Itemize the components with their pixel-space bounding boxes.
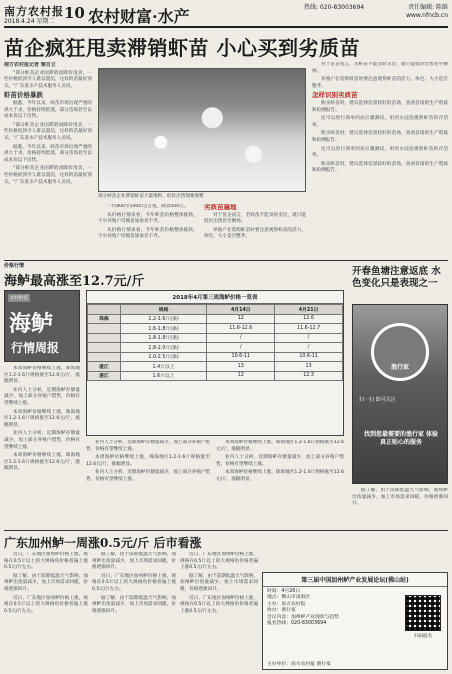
paragraph: 本周海鲈价格继续上涨，珠海地区1.2-1.6斤规格涨至12.6元/斤，涨幅明显。: [4, 409, 80, 428]
qr-caption: 扫码报名: [414, 634, 432, 639]
table-cell-b: /: [275, 343, 343, 353]
paragraph: "部分虾苗企业因滞销而降价甩卖，一些价格低到令人难以置信，这样的苗最好别买。"广东某水产技术服务人员说。: [4, 166, 92, 185]
table-cell-spec: 2.0-2.5斤(条): [120, 352, 207, 362]
lead-column-1: [4, 62, 92, 258]
price-table-grid: [87, 304, 343, 381]
table-cell-b: 12.6: [275, 314, 343, 324]
table-cell-b: /: [275, 333, 343, 343]
paragraph: 业内人士分析，近期海鲈存塘量减少，加上部分养殖户惜售，价格有望继续上涨。: [4, 387, 80, 406]
table-row: [88, 314, 343, 324]
promo-tag: 农村财富: [10, 296, 28, 301]
paragraph: 近日，广东地区加州鲈价格上涨，规格在0.5斤以上的大规格鱼价格普遍上涨0.5元/斤左右。: [180, 552, 258, 571]
table-row: [88, 362, 343, 372]
masthead-right: [406, 4, 448, 20]
lead-column-2: [98, 204, 198, 258]
table-cell-cat: [88, 352, 121, 362]
paragraph: 业内人士分析，近期海鲈存塘量减少，加上部分养殖户惜售，价格有望继续上涨。: [86, 440, 210, 452]
section-divider: [4, 260, 448, 261]
qr-label: 扫一扫 即可关注: [359, 397, 396, 403]
subhead-price-drop: 虾苗价格暴跌: [4, 91, 43, 100]
table-header-region: [88, 305, 121, 315]
promo-subtitle: 行情周报: [11, 341, 60, 355]
section-divider: [4, 530, 448, 531]
paragraph: "部分虾苗企业因滞销而降价甩卖，一些价格低到令人难以置信，这样的苗最好别买。"广东某水产技术服务人员说。: [4, 70, 92, 89]
paragraph: 据了解，由于前期低温天气影响，加州鲈出鱼量减少，加上市场需求回暖，价格逐渐回升。: [180, 573, 258, 592]
table-row: [88, 371, 343, 381]
table-row: [88, 333, 343, 343]
middle-headline: 海鲈最高涨至12.7元/斤: [4, 274, 145, 289]
paragraph: 从价格行情来看，今年虾苗价格整体疲软，不少养殖户反映苗质参差不齐。: [98, 212, 198, 225]
paragraph: 本周海鲈价格继续上涨，珠海地区1.2-1.6斤规格涨至12.6元/斤，涨幅明显。: [86, 455, 210, 467]
paragraph: 近日，广东地区加州鲈价格上涨，规格在0.5斤以上的大规格鱼价格普遍上涨0.5元/斤左右。: [4, 552, 88, 571]
pond-headline: 开春鱼塘注意返底 水色变化只是表现之一: [352, 266, 441, 289]
list-item: 地点：佛山市南海区: [267, 595, 311, 601]
forum-ad-title: 第三届中国加州鲈产业发展论坛(佛山站): [263, 573, 447, 587]
table-cell-a: /: [207, 333, 275, 343]
paragraph: 养殖户在选购虾苗时要注意观察虾苗的活力、体色、大小是否整齐。: [204, 227, 306, 240]
table-cell-a: 10.6-11: [207, 352, 275, 362]
promo-title: 海鲈: [9, 311, 54, 337]
paragraph: 购买虾苗时，建议选择信誉较好的苗场，查看苗场的生产资质和检测报告。: [312, 131, 448, 143]
paragraph: 本周海鲈价格继续上涨，珠海地区1.2-1.6斤规格涨至12.6元/斤，涨幅明显。: [216, 470, 344, 482]
table-cell-a: 12: [207, 314, 275, 324]
masthead-hotline: 热线: 020-83003694: [304, 4, 365, 11]
paragraph: 近日，广东地区加州鲈价格上涨，规格在0.5斤以上的大规格鱼价格普遍上涨0.5元/斤左右。: [92, 573, 176, 592]
table-cell-a: 11.6-12.6: [207, 324, 275, 334]
paragraph: 本周海鲈价格继续上涨，珠海地区1.2-1.6斤规格涨至12.6元/斤，涨幅明显。: [4, 453, 80, 472]
paragraph: 据了解，由于前期低温天气影响，加州鲈出鱼量减少，加上市场需求回暖，价格逐渐回升。: [352, 488, 448, 507]
table-row: [88, 343, 343, 353]
bottom-headline: 广东加州鲈一周涨0.5元/斤 后市看涨: [4, 536, 202, 550]
table-cell-spec: 1.8-1.8斤(条): [120, 333, 207, 343]
list-item: 会议内容：加州鲈产业现状与趋势: [267, 614, 339, 620]
pond-article-body: [352, 488, 448, 526]
paragraph: 近日，广东地区加州鲈价格上涨，规格在0.5斤以上的大规格鱼价格普遍上涨0.5元/斤左右。: [180, 595, 258, 614]
table-cell-cat: [88, 333, 121, 343]
middle-body-left: [4, 366, 80, 526]
lead-byline: 南方农村报记者 黎自立: [4, 62, 56, 68]
paragraph: 一代800至1000元/万尾，降到500元。: [107, 204, 189, 209]
shrimp-fry-photo: [98, 68, 306, 192]
middle-body-center: [86, 440, 210, 526]
paragraph: 业内人士分析，近期海鲈存塘量减少，加上部分养殖户惜售，价格有望继续上涨。: [216, 455, 344, 467]
table-cell-a: 13: [207, 362, 275, 372]
middle-body-right: [216, 440, 344, 526]
list-item: 时间：4月26日: [267, 589, 301, 594]
issue-date: 2018.4.24 星期二: [4, 18, 55, 25]
table-cell-b: 13: [275, 362, 343, 372]
table-row: [88, 324, 343, 334]
bottom-col-3: [180, 552, 258, 670]
table-cell-spec: 1.6斤以上: [120, 371, 207, 381]
masthead: [4, 2, 448, 28]
table-cell-spec: 1.4斤以上: [120, 362, 207, 372]
app-name: 渔行家: [390, 364, 409, 371]
paragraph: 据悉，今年以来，虾苗市场出现严重的供大于求，价格持续低迷，部分苗场甚至以成本价以下出售。: [4, 144, 92, 163]
price-table: [86, 290, 344, 436]
list-item: 报名热线：020-83003694: [267, 621, 327, 627]
list-item: 协办：渔行家: [267, 608, 296, 614]
paragraph: "部分虾苗企业因滞销而降价甩卖，一些价格低到令人难以置信，这样的苗最好别买。"广东某水产技术服务人员说。: [4, 122, 92, 141]
table-cell-spec: 1.8-2.0斤(条): [120, 343, 207, 353]
table-cell-cat: 珠海: [88, 314, 121, 324]
paragraph: 近日，广东地区加州鲈价格上涨，规格在0.5斤以上的大规格鱼价格普遍上涨0.5元/斤左右。: [4, 595, 88, 614]
table-cell-a: 12: [207, 371, 275, 381]
page-number: 10: [64, 4, 85, 22]
price-table-title: 2018年4月第三周海鲈价格一览表: [87, 291, 343, 304]
subhead-bad-fry: 劣质苗遍地: [204, 204, 237, 211]
table-cell-cat: 湛江: [88, 362, 121, 372]
table-cell-spec: 1.2-1.6斤(条): [120, 314, 207, 324]
price-weekly-promo: [4, 290, 80, 362]
bottom-col-1: [4, 552, 88, 670]
lead-column-4: [312, 62, 448, 258]
paragraph: 据了解，由于前期低温天气影响，加州鲈出鱼量减少，加上市场需求回暖，价格逐渐回升。: [4, 573, 88, 592]
paragraph: 本周海鲈价格继续上涨，珠海地区1.2-1.6斤规格涨至12.6元/斤，涨幅明显。: [4, 366, 80, 385]
photo-caption: 部分虾苗企业滞销虾苗大量堆积，低价出售现象频繁: [98, 194, 204, 199]
fishery-app-ad: [352, 304, 448, 484]
table-cell-b: 11.6-12.7: [275, 324, 343, 334]
table-header-date-2: 4月21日: [275, 305, 343, 315]
forum-ad: [262, 572, 448, 670]
table-header-spec: 规格: [120, 305, 207, 315]
table-cell-a: /: [207, 343, 275, 353]
subhead-identify: 怎样识别劣质苗: [312, 91, 358, 100]
paragraph: 业内人士分析，近期海鲈存塘量减少，加上部分养殖户惜售，价格有望继续上涨。: [4, 431, 80, 450]
table-row: [88, 352, 343, 362]
bottom-col-2: [92, 552, 176, 670]
paragraph: 业内人士分析，近期海鲈存塘量减少，加上部分养殖户惜售，价格有望继续上涨。: [86, 470, 210, 482]
fish-logo-icon: [371, 323, 429, 381]
paragraph: 从价格行情来看，今年虾苗价格整体疲软，不少养殖户反映苗质参差不齐。: [98, 227, 198, 240]
paragraph: 购买虾苗时，建议选择信誉较好的苗场，查看苗场的生产资质和检测报告。: [312, 161, 448, 174]
paragraph: 本周海鲈价格继续上涨，珠海地区1.2-1.6斤规格涨至12.6元/斤，涨幅明显。: [216, 440, 344, 452]
column-tag: 价格行情: [4, 263, 25, 269]
forum-ad-footer: 主办单位：南方农村报 渔行家: [267, 662, 331, 667]
paragraph: 还可以进行简单的抗应激测试，用淡水浸泡观察虾苗的存活率。: [312, 116, 448, 128]
table-cell-cat: [88, 343, 121, 353]
qr-code-icon[interactable]: [405, 595, 441, 631]
paragraph: 养殖户在选购虾苗时要注意观察虾苗的活力、体色、大小是否整齐。: [312, 77, 448, 89]
list-item: 主办：南方农村报: [267, 601, 306, 607]
paragraph: 对于苗企而言，若虾苗不能及时卖出，就只能低价出售甚至倒掉。: [312, 62, 448, 74]
table-cell-cat: 湛江: [88, 371, 121, 381]
table-cell-cat: [88, 324, 121, 334]
paragraph: 据悉，今年以来，虾苗市场出现严重的供大于求，价格持续低迷，部分苗场甚至以成本价以下出售。: [4, 100, 92, 120]
paragraph: 购买虾苗时，建议选择信誉较好的苗场，查看苗场的生产资质和检测报告。: [312, 100, 448, 113]
website: www.nfncb.cn: [406, 12, 448, 19]
app-cta: 找到您最需要的渔行家 体验真正贴心的服务: [363, 431, 439, 446]
lead-column-3: [204, 204, 306, 258]
editor-line: 责任编辑: 陈维: [408, 4, 448, 11]
table-cell-spec: 1.6-1.8斤(条): [120, 324, 207, 334]
paragraph: 据了解，由于前期低温天气影响，加州鲈出鱼量减少，加上市场需求回暖，价格逐渐回升。: [92, 552, 176, 571]
section-title: 农村财富·水产: [88, 7, 190, 26]
paragraph: 据了解，由于前期低温天气影响，加州鲈出鱼量减少，加上市场需求回暖，价格逐渐回升。: [92, 595, 176, 614]
newspaper-brand: 南方农村报: [4, 5, 64, 18]
table-cell-b: 12.3: [275, 371, 343, 381]
paragraph: 对于苗企而言，若虾苗不能及时卖出，就只能低价出售甚至倒掉。: [204, 212, 306, 225]
paragraph: 还可以进行简单的抗应激测试，用淡水浸泡观察虾苗的存活率。: [312, 146, 448, 159]
lead-headline: 苗企疯狂甩卖滞销虾苗 小心买到劣质苗: [4, 36, 360, 60]
table-header-date-1: 4月14日: [207, 305, 275, 315]
table-cell-b: 10.6-11: [275, 352, 343, 362]
